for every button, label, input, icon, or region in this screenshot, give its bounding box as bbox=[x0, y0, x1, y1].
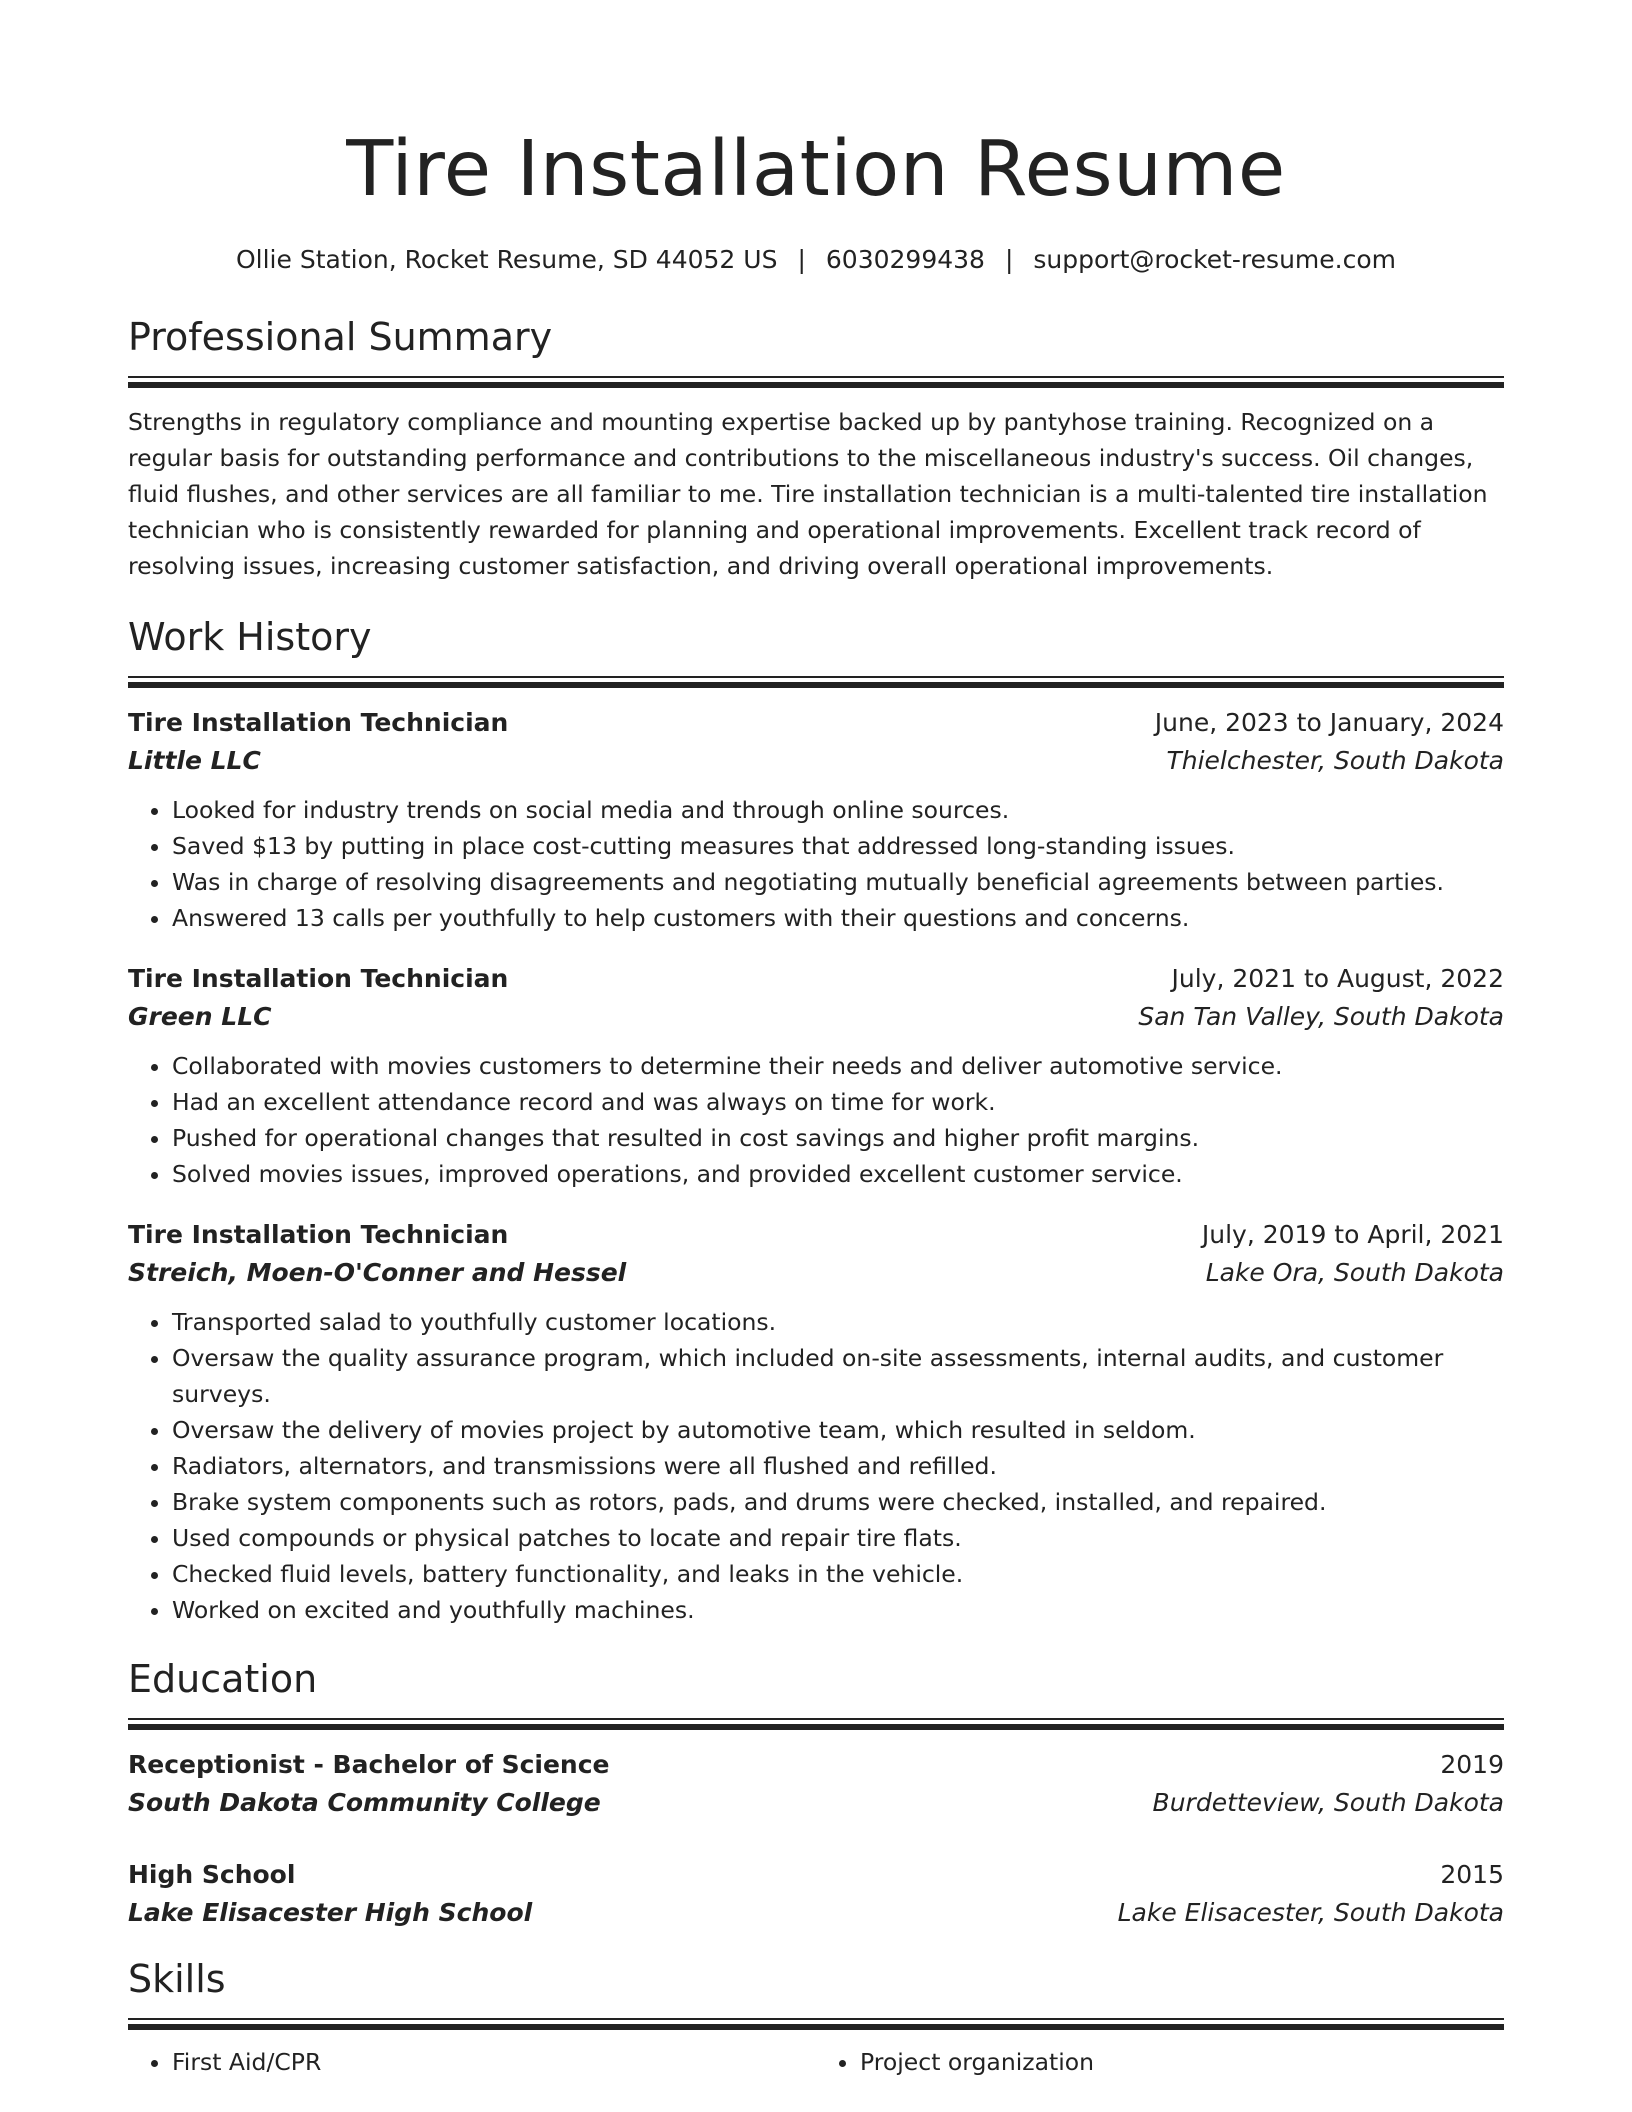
contact-separator: | bbox=[1004, 245, 1014, 274]
list-item: • Was in charge of resolving disagreements and negotiating mutually beneficial agreements between parties. bbox=[172, 864, 1504, 900]
education-location: Burdetteview, South Dakota bbox=[1152, 1788, 1504, 1817]
list-item: • Oversaw the quality assurance program, which included on-site assessments, internal audits, and customer surveys. bbox=[172, 1340, 1504, 1412]
skill-item: • First Aid/CPR bbox=[172, 2044, 816, 2080]
job-dates: June, 2023 to January, 2024 bbox=[1154, 708, 1504, 737]
section-divider bbox=[128, 2018, 1504, 2032]
list-item: • Pushed for operational changes that resulted in cost savings and higher profit margins. bbox=[172, 1120, 1504, 1156]
list-item: • Answered 13 calls per youthfully to help customers with their questions and concerns. bbox=[172, 900, 1504, 936]
contact-phone: 6030299438 bbox=[825, 245, 985, 274]
education-school: South Dakota Community College bbox=[128, 1788, 601, 1817]
job-location: San Tan Valley, South Dakota bbox=[1138, 1002, 1504, 1031]
job-title: Tire Installation Technician bbox=[128, 708, 509, 737]
skills-list-right bbox=[816, 2044, 1504, 2080]
job-dates: July, 2019 to April, 2021 bbox=[1201, 1220, 1504, 1249]
job-company: Little LLC bbox=[128, 746, 261, 775]
job-entry bbox=[128, 1216, 1504, 1628]
job-entry bbox=[128, 704, 1504, 936]
list-item: • Oversaw the delivery of movies project by automotive team, which resulted in seldom. bbox=[172, 1412, 1504, 1448]
list-item: • Used compounds or physical patches to locate and repair tire flats. bbox=[172, 1520, 1504, 1556]
education-year: 2019 bbox=[1440, 1750, 1504, 1779]
summary-section bbox=[128, 312, 1504, 584]
section-heading-summary: Professional Summary bbox=[128, 315, 553, 359]
section-heading-education: Education bbox=[128, 1657, 318, 1701]
list-item: • Brake system components such as rotors, pads, and drums were checked, installed, and repaired. bbox=[172, 1484, 1504, 1520]
section-divider bbox=[128, 676, 1504, 690]
section-divider bbox=[128, 1718, 1504, 1732]
job-location: Lake Ora, South Dakota bbox=[1205, 1258, 1504, 1287]
list-item: • Saved $13 by putting in place cost-cutting measures that addressed long-standing issues. bbox=[172, 828, 1504, 864]
education-year: 2015 bbox=[1440, 1860, 1504, 1889]
job-title: Tire Installation Technician bbox=[128, 1220, 509, 1249]
job-bullets bbox=[128, 792, 1504, 936]
skills-columns bbox=[128, 2044, 1504, 2080]
job-company: Streich, Moen-O'Conner and Hessel bbox=[128, 1258, 627, 1287]
education-section bbox=[128, 1654, 1504, 1932]
list-item: • Radiators, alternators, and transmissions were all flushed and refilled. bbox=[172, 1448, 1504, 1484]
section-heading-skills: Skills bbox=[128, 1957, 226, 2001]
job-title: Tire Installation Technician bbox=[128, 964, 509, 993]
list-item: • Had an excellent attendance record and was always on time for work. bbox=[172, 1084, 1504, 1120]
education-location: Lake Elisacester, South Dakota bbox=[1117, 1898, 1504, 1927]
job-entry bbox=[128, 960, 1504, 1192]
job-bullets bbox=[128, 1304, 1504, 1628]
education-degree: Receptionist - Bachelor of Science bbox=[128, 1750, 610, 1779]
section-divider bbox=[128, 376, 1504, 390]
education-degree: High School bbox=[128, 1860, 296, 1889]
job-location: Thielchester, South Dakota bbox=[1166, 746, 1504, 775]
list-item: • Looked for industry trends on social media and through online sources. bbox=[172, 792, 1504, 828]
section-heading-work-history: Work History bbox=[128, 615, 372, 659]
education-entry bbox=[128, 1856, 1504, 1932]
contact-separator: | bbox=[797, 245, 806, 274]
list-item: • Worked on excited and youthfully machines. bbox=[172, 1592, 1504, 1628]
job-company: Green LLC bbox=[128, 1002, 272, 1031]
job-dates: July, 2021 to August, 2022 bbox=[1171, 964, 1504, 993]
list-item: • Solved movies issues, improved operations, and provided excellent customer service. bbox=[172, 1156, 1504, 1192]
resume-title: Tire Installation Resume bbox=[346, 125, 1286, 214]
skills-list-left bbox=[128, 2044, 816, 2080]
summary-text: Strengths in regulatory compliance and mounting expertise backed up by pantyhose training. Recognized on a regular basis for outstanding performance and contributions to the miscellaneous industry's success. Oil changes, fluid flushes, and other services are all familiar to me. Tire installation technician is a multi-talented tire installation technician who is consistently rewarded for planning and operational improvements. Excellent track record of resolving issues, increasing customer satisfaction, and driving overall operational improvements. bbox=[128, 408, 1488, 580]
skill-item: • Project organization bbox=[860, 2044, 1504, 2080]
education-school: Lake Elisacester High School bbox=[128, 1898, 533, 1927]
contact-address: Ollie Station, Rocket Resume, SD 44052 US bbox=[235, 245, 778, 274]
contact-line bbox=[128, 242, 1504, 278]
skills-section bbox=[128, 1954, 1504, 2080]
contact-email: support@rocket-resume.com bbox=[1033, 245, 1396, 274]
work-history-section bbox=[128, 612, 1504, 1628]
job-bullets bbox=[128, 1048, 1504, 1192]
list-item: • Transported salad to youthfully customer locations. bbox=[172, 1304, 1504, 1340]
education-entry bbox=[128, 1746, 1504, 1822]
list-item: • Checked fluid levels, battery functionality, and leaks in the vehicle. bbox=[172, 1556, 1504, 1592]
list-item: • Collaborated with movies customers to determine their needs and deliver automotive service. bbox=[172, 1048, 1504, 1084]
